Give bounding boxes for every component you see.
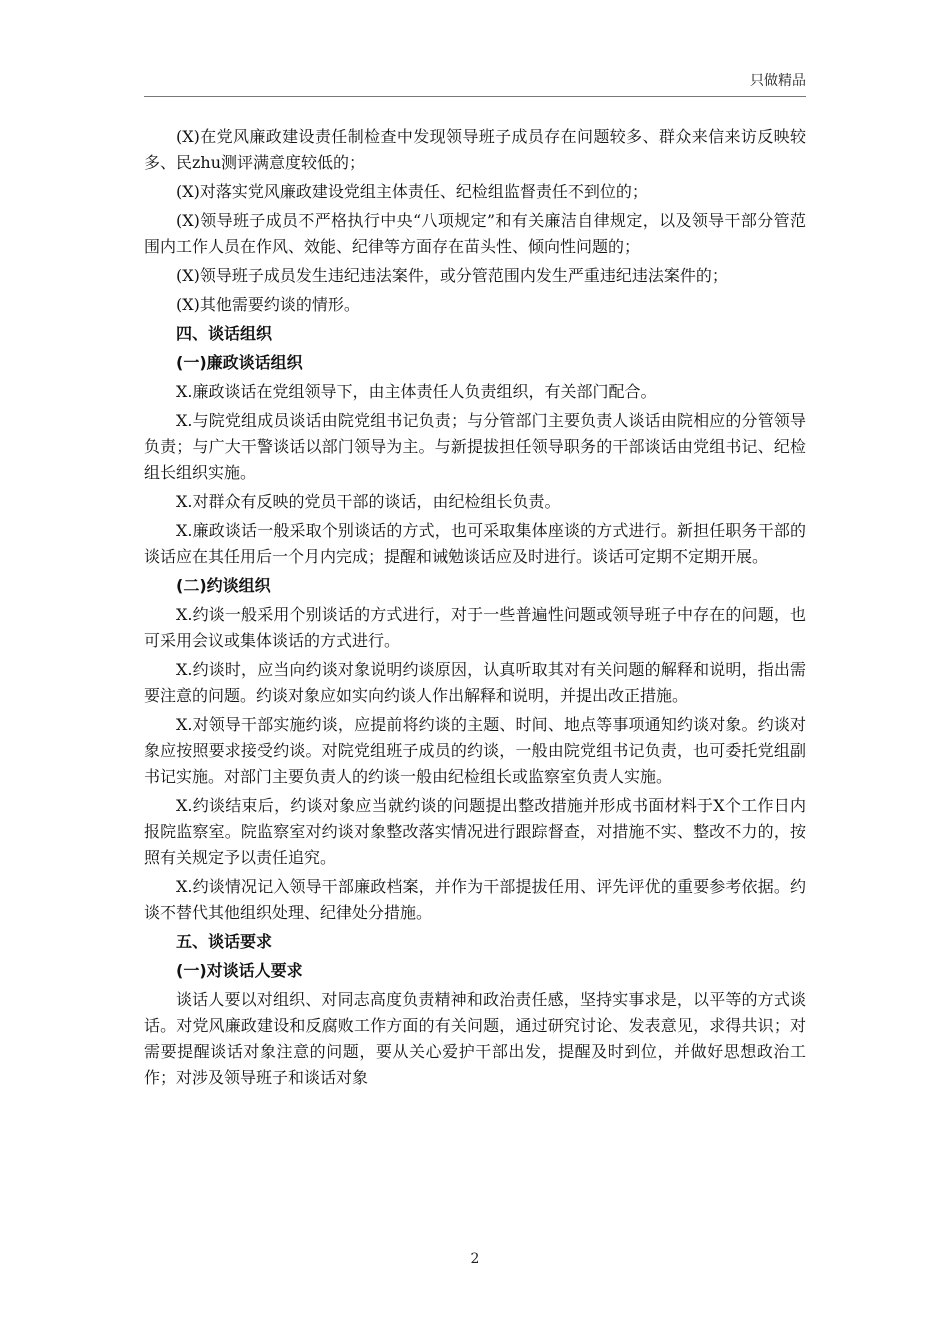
body-paragraph: X.廉政谈话在党组领导下，由主体责任人负责组织，有关部门配合。 — [176, 382, 657, 401]
header-note: 只做精品 — [750, 73, 806, 89]
body-paragraph: (X)其他需要约谈的情形。 — [176, 295, 360, 314]
body-paragraph: (X)在党风廉政建设责任制检查中发现领导班子成员存在问题较多、群众来信来访反映较多、民zhu测评满意度较低的； — [144, 127, 806, 172]
body-paragraph: X.约谈时，应当向约谈对象说明约谈原因，认真听取其对有关问题的解释和说明，指出需要注意的问题。约谈对象应如实向约谈人作出解释和说明，并提出改正措施。 — [144, 660, 806, 705]
body-paragraph: (X)领导班子成员不严格执行中央“八项规定”和有关廉洁自律规定，以及领导干部分管范围内工作人员在作风、效能、纪律等方面存在苗头性、倾向性问题的； — [144, 211, 806, 256]
page-number: 2 — [470, 1251, 480, 1267]
document-body — [144, 124, 806, 1094]
body-paragraph: (X)对落实党风廉政建设党组主体责任、纪检组监督责任不到位的； — [176, 182, 648, 201]
body-paragraph: X.约谈一般采用个别谈话的方式进行，对于一些普遍性问题或领导班子中存在的问题，也可采用会议或集体谈话的方式进行。 — [144, 605, 806, 650]
section-heading: (一)对谈话人要求 — [176, 961, 303, 980]
section-heading: (二)约谈组织 — [176, 576, 271, 595]
section-heading: 五、谈话要求 — [176, 932, 273, 951]
body-paragraph: X.廉政谈话一般采取个别谈话的方式，也可采取集体座谈的方式进行。新担任职务干部的谈话应在其任用后一个月内完成；提醒和诫勉谈话应及时进行。谈话可定期不定期开展。 — [144, 521, 806, 566]
body-paragraph: 谈话人要以对组织、对同志高度负责精神和政治责任感，坚持实事求是，以平等的方式谈话。对党风廉政建设和反腐败工作方面的有关问题，通过研究讨论、发表意见，求得共识；对需要提醒谈话对象注意的问题，要从关心爱护干部出发，提醒及时到位，并做好思想政治工作；对涉及领导班子和谈话对象 — [144, 990, 806, 1087]
body-paragraph: X.与院党组成员谈话由院党组书记负责；与分管部门主要负责人谈话由院相应的分管领导负责；与广大干警谈话以部门领导为主。与新提拔担任领导职务的干部谈话由党组书记、纪检组长组织实施。 — [144, 411, 806, 482]
body-paragraph: X.对群众有反映的党员干部的谈话，由纪检组长负责。 — [176, 492, 561, 511]
body-paragraph: X.对领导干部实施约谈，应提前将约谈的主题、时间、地点等事项通知约谈对象。约谈对象应按照要求接受约谈。对院党组班子成员的约谈，一般由院党组书记负责，也可委托党组副书记实施。对部门主要负责人的约谈一般由纪检组长或监察室负责人实施。 — [144, 715, 806, 786]
section-heading: (一)廉政谈话组织 — [176, 353, 303, 372]
body-paragraph: X.约谈结束后，约谈对象应当就约谈的问题提出整改措施并形成书面材料于X个工作日内报院监察室。院监察室对约谈对象整改落实情况进行跟踪督查，对措施不实、整改不力的，按照有关规定予以责任追究。 — [144, 796, 806, 867]
body-paragraph: X.约谈情况记入领导干部廉政档案，并作为干部提拔任用、评先评优的重要参考依据。约谈不替代其他组织处理、纪律处分措施。 — [144, 877, 806, 922]
header-divider — [144, 96, 806, 97]
section-heading: 四、谈话组织 — [176, 324, 273, 343]
body-paragraph: (X)领导班子成员发生违纪违法案件，或分管范围内发生严重违纪违法案件的； — [176, 266, 728, 285]
